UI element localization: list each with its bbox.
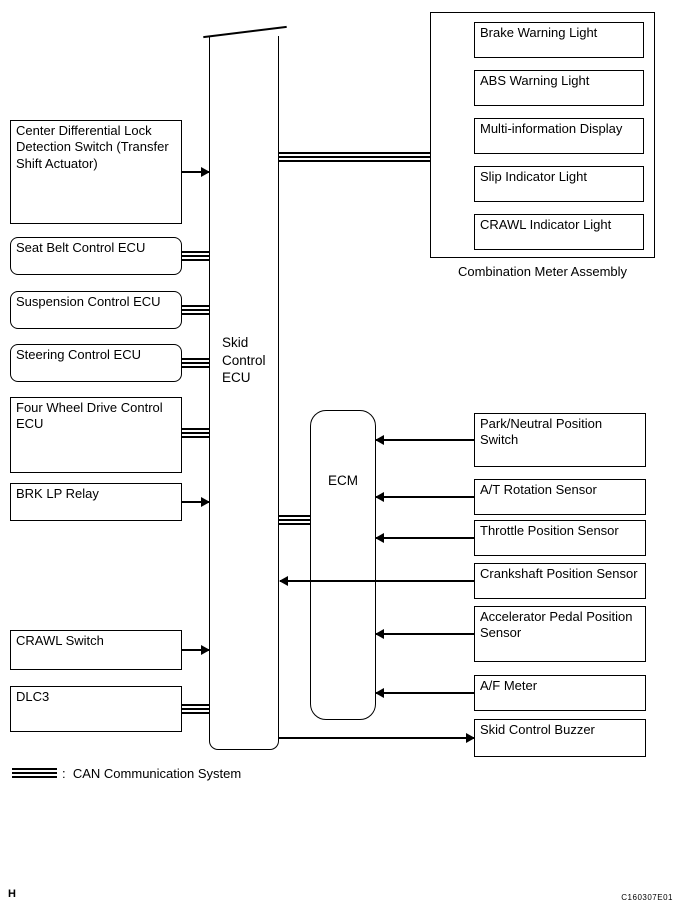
- component-box-crankshaft-position-sensor: [474, 563, 646, 599]
- component-label: BRK LP Relay: [16, 486, 99, 501]
- can-line-skid-ecu-to-combination-meter: [279, 152, 431, 162]
- can-line-steering-ecu: [182, 358, 209, 368]
- can-line-suspension-ecu: [182, 305, 209, 315]
- component-label: Park/Neutral Position Switch: [480, 416, 603, 448]
- component-label: A/T Rotation Sensor: [480, 482, 597, 497]
- can-line-skid-ecu-to-ecm: [279, 515, 311, 525]
- legend-label: CAN Communication System: [72, 766, 242, 781]
- component-box-park-neutral-position-switch: [474, 413, 646, 467]
- indicator-label: Slip Indicator Light: [480, 169, 587, 184]
- indicator-label: CRAWL Indicator Light: [480, 217, 612, 232]
- indicator-box-slip-indicator-light: [474, 166, 644, 202]
- indicator-label: Brake Warning Light: [480, 25, 598, 40]
- indicator-box-abs-warning-light: [474, 70, 644, 106]
- component-label: Center Differential Lock Detection Switch (Transfer Shift Actuator): [16, 123, 169, 171]
- component-box-dlc3: [10, 686, 182, 732]
- component-box-suspension-control-ecu: [10, 291, 182, 329]
- arrow-park-neutral-switch-to-ecm: [376, 439, 474, 441]
- component-box-brk-lp-relay: [10, 483, 182, 521]
- component-label: A/F Meter: [480, 678, 538, 693]
- indicator-box-multi-information-display: [474, 118, 644, 154]
- ecm-label: ECM: [328, 473, 358, 488]
- arrow-throttle-position-sensor-to-ecm: [376, 537, 474, 539]
- indicator-label: Multi-information Display: [480, 121, 623, 136]
- component-label: Steering Control ECU: [16, 347, 141, 362]
- legend-can-symbol: [12, 768, 57, 778]
- component-label: DLC3: [16, 689, 50, 704]
- can-line-seat-belt-ecu: [182, 251, 209, 261]
- component-label: Seat Belt Control ECU: [16, 240, 146, 255]
- component-label: Throttle Position Sensor: [480, 523, 619, 538]
- footer-page-mark: H: [8, 888, 16, 900]
- footer-figure-code: C160307E01: [621, 893, 673, 902]
- component-label: Skid Control Buzzer: [480, 722, 595, 737]
- arrow-skid-ecu-to-skid-control-buzzer: [279, 737, 474, 739]
- legend-separator: :: [62, 766, 66, 781]
- ecm-box: [310, 410, 376, 720]
- component-box-at-rotation-sensor: [474, 479, 646, 515]
- arrow-at-rotation-sensor-to-ecm: [376, 496, 474, 498]
- indicator-label: ABS Warning Light: [480, 73, 590, 88]
- component-box-af-meter: [474, 675, 646, 711]
- component-box-steering-control-ecu: [10, 344, 182, 382]
- arrow-crankshaft-position-sensor-to-skid-ecu: [280, 580, 474, 582]
- component-box-seat-belt-control-ecu: [10, 237, 182, 275]
- skid-control-ecu-label: Skid Control ECU: [222, 335, 266, 386]
- component-box-accelerator-pedal-position-sensor: [474, 606, 646, 662]
- legend-text: [62, 766, 241, 781]
- component-box-center-differential-lock-detection-switch: [10, 120, 182, 224]
- combination-meter-assembly-caption: Combination Meter Assembly: [457, 264, 628, 279]
- arrow-af-meter-to-ecm: [376, 692, 474, 694]
- component-box-skid-control-buzzer: [474, 719, 646, 757]
- component-label: Crankshaft Position Sensor: [480, 566, 638, 581]
- arrow-center-diff-lock-to-skid-ecu: [182, 171, 209, 173]
- component-label: Accelerator Pedal Position Sensor: [480, 609, 633, 641]
- component-label: Four Wheel Drive Control ECU: [16, 400, 163, 432]
- indicator-box-crawl-indicator-light: [474, 214, 644, 250]
- skid-control-ecu-box: [209, 36, 279, 750]
- component-box-crawl-switch: [10, 630, 182, 670]
- component-box-throttle-position-sensor: [474, 520, 646, 556]
- component-box-four-wheel-drive-control-ecu: [10, 397, 182, 473]
- component-label: CRAWL Switch: [16, 633, 104, 648]
- arrow-accelerator-pedal-sensor-to-ecm: [376, 633, 474, 635]
- arrow-crawl-switch-to-skid-ecu: [182, 649, 209, 651]
- arrow-brk-lp-relay-to-skid-ecu: [182, 501, 209, 503]
- can-line-dlc3: [182, 704, 209, 714]
- can-line-four-wheel-drive-ecu: [182, 428, 209, 438]
- indicator-box-brake-warning-light: [474, 22, 644, 58]
- component-label: Suspension Control ECU: [16, 294, 161, 309]
